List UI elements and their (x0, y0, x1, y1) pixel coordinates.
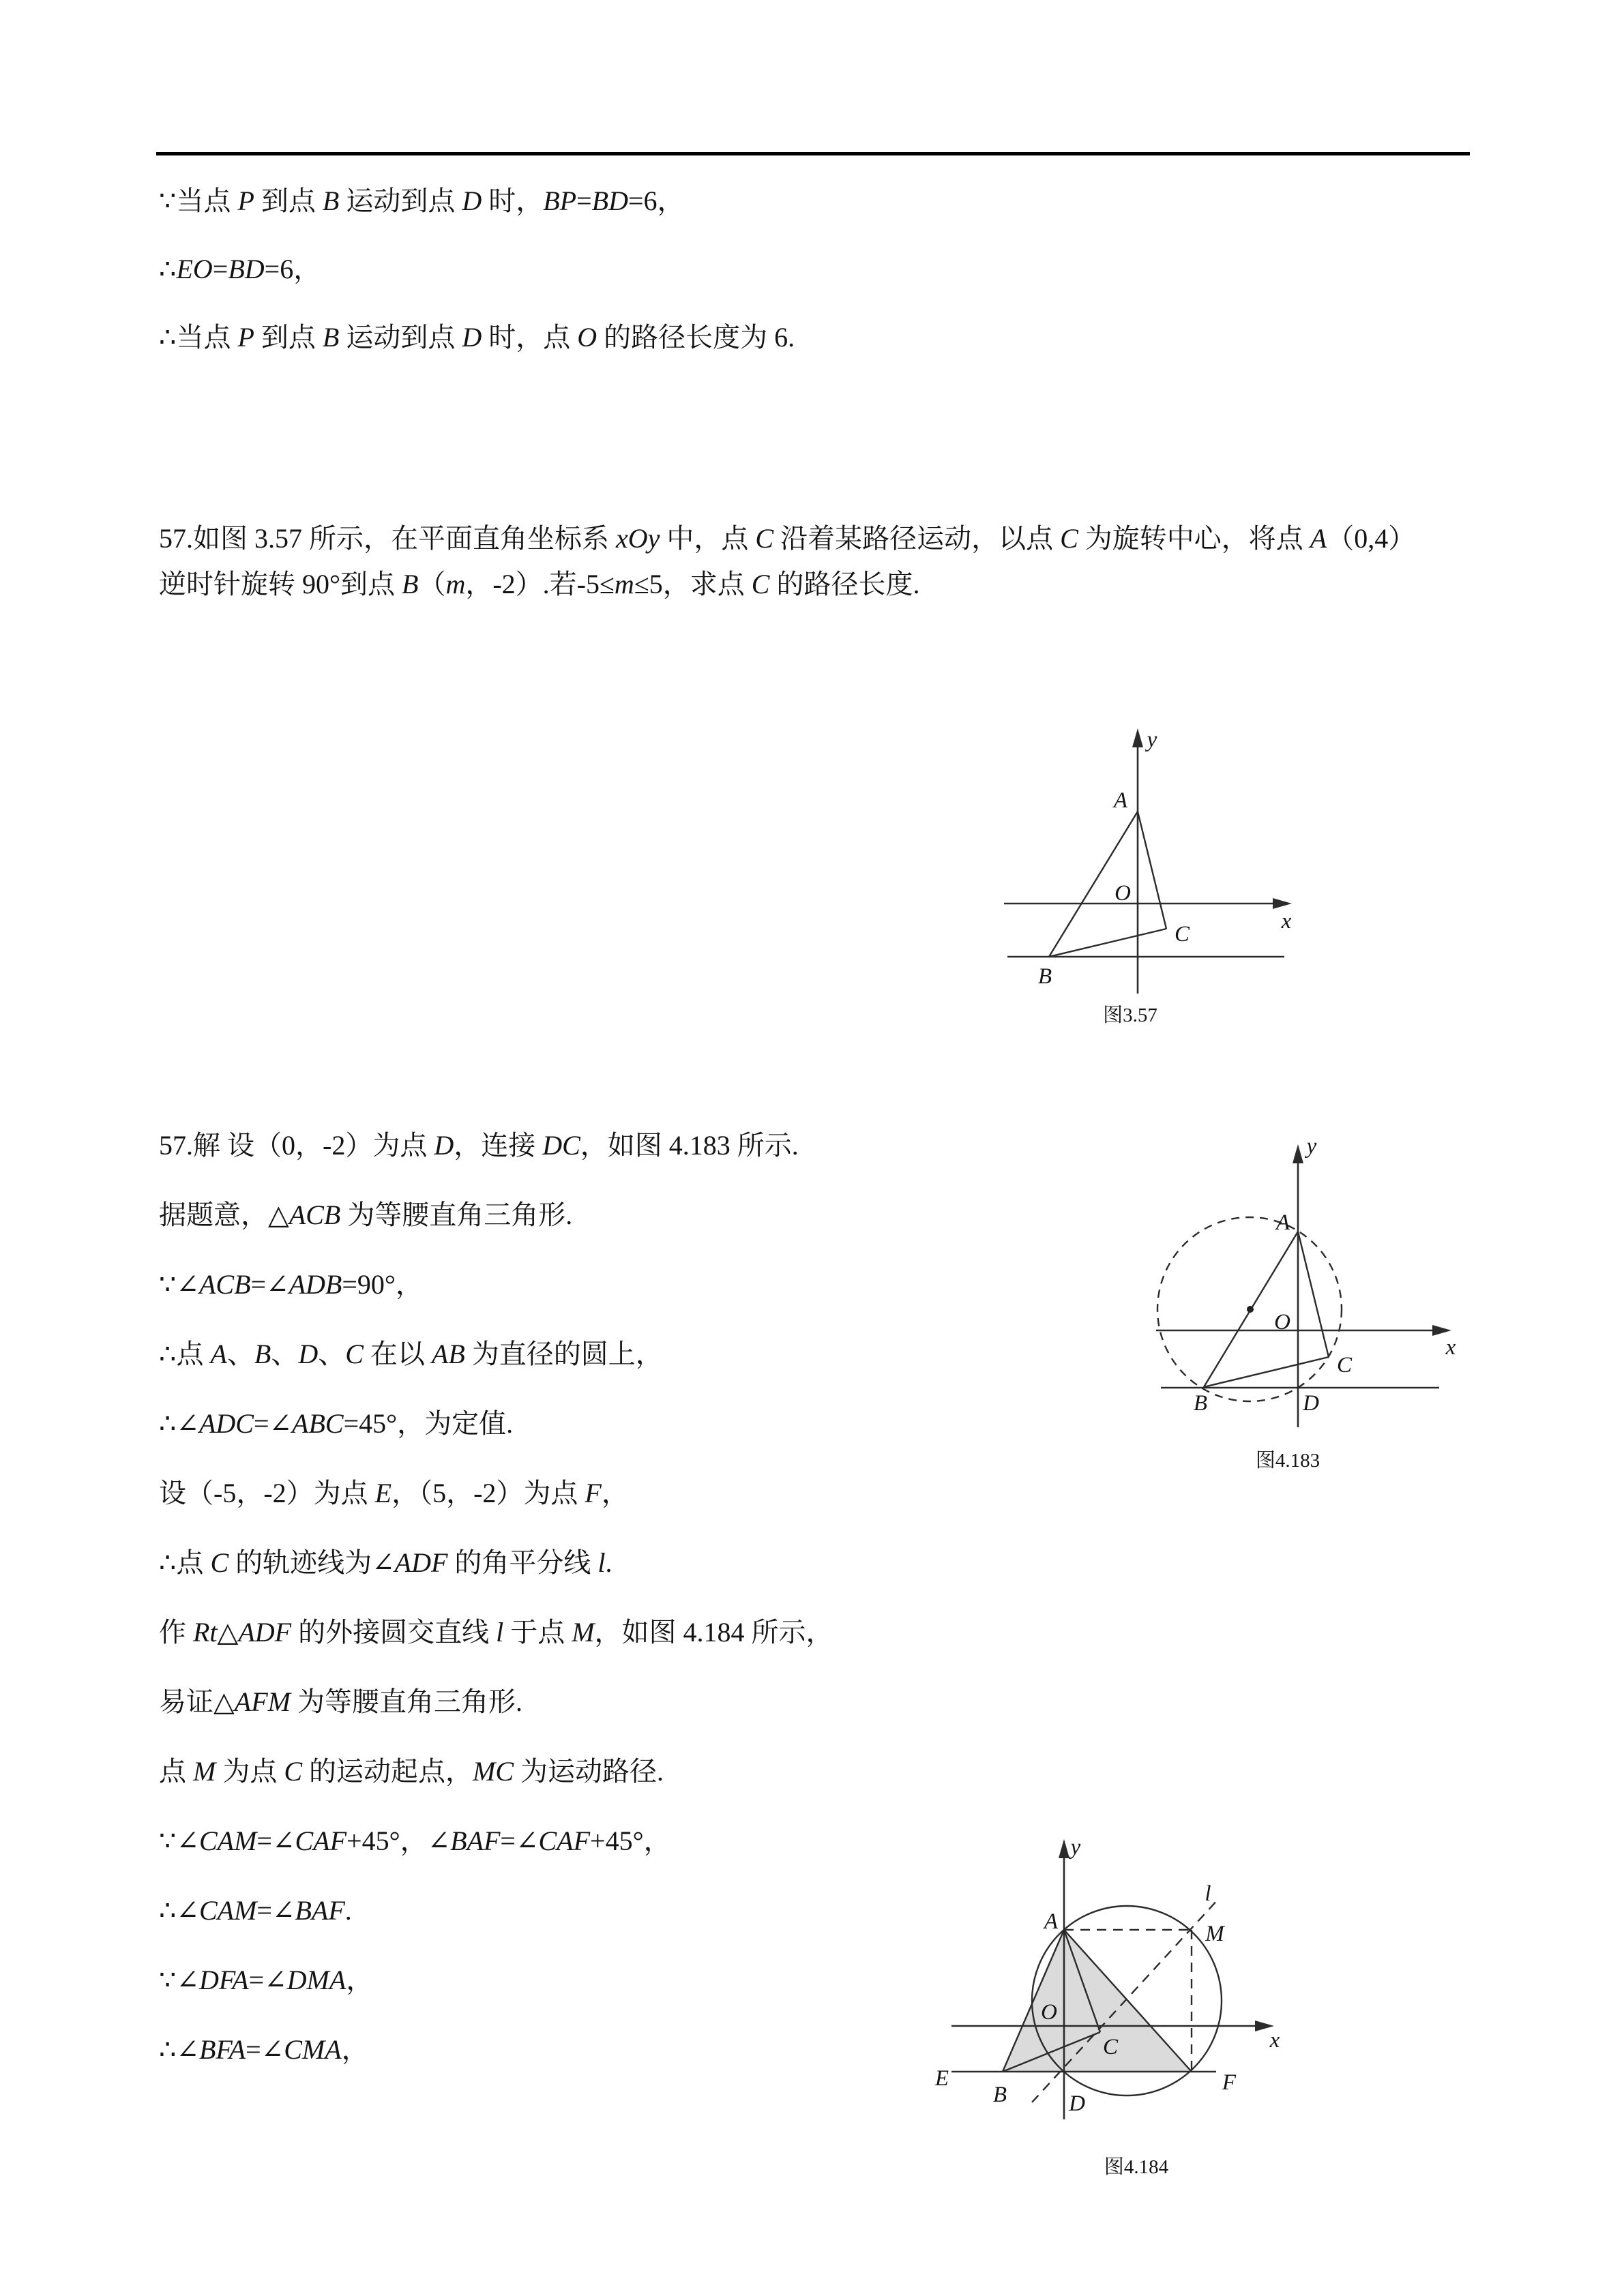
point-label-B: B (992, 2083, 1007, 2107)
x-axis-arrow-icon (1273, 898, 1292, 909)
segment-BC (1204, 1357, 1329, 1387)
text-line: 57.如图 3.57 所示，在平面直角坐标系 xOy 中，点 C 沿着某路径运动，以点 C 为旋转中心，将点 A（0,4） (159, 523, 1416, 554)
point-label-D: D (1303, 1391, 1319, 1416)
segment-AC (1298, 1232, 1329, 1357)
text-line: ∵当点 P 到点 B 运动到点 D 时，BP=BD=6， (159, 185, 685, 216)
text-line: 易证△AFM 为等腰直角三角形. (159, 1686, 522, 1717)
segment-AB (1204, 1232, 1298, 1387)
y-axis-label: y (1070, 1835, 1081, 1860)
point-label-M: M (1205, 1922, 1224, 1946)
y-axis-arrow-icon (1059, 1839, 1069, 1858)
x-axis-arrow-icon (1432, 1325, 1451, 1336)
point-label-E: E (934, 2066, 949, 2091)
y-axis-arrow-icon (1293, 1144, 1303, 1163)
segment-AC (1138, 811, 1166, 929)
text-line: 57.解 设（0，-2）为点 D，连接 DC，如图 4.183 所示. (159, 1130, 799, 1161)
y-axis-arrow-icon (1132, 728, 1143, 747)
x-axis-label: x (1445, 1335, 1456, 1360)
point-label-F: F (1222, 2070, 1237, 2095)
text-line: 设（-5，-2）为点 E，（5，-2）为点 F， (159, 1478, 629, 1508)
point-label-B: B (1193, 1391, 1208, 1416)
text-line: ∴∠BFA=∠CMA， (159, 2034, 369, 2065)
text-line: ∵∠ACB=∠ADB=90°， (159, 1269, 423, 1300)
top-divider-rule (156, 152, 1470, 155)
y-axis-label: y (1306, 1134, 1317, 1159)
x-axis-label: x (1269, 2028, 1280, 2053)
text-line: ∵∠CAM=∠CAF+45°，∠BAF=∠CAF+45°， (159, 1825, 671, 1856)
point-label-A: A (1113, 788, 1128, 813)
origin-label-O: O (1274, 1310, 1290, 1335)
segment-BC (1049, 929, 1166, 957)
text-line: ∵∠DFA=∠DMA， (159, 1965, 374, 1995)
x-axis-label: x (1281, 909, 1292, 934)
figure-caption: 图4.183 (1255, 1450, 1320, 1472)
point-label-C: C (1102, 2035, 1119, 2059)
problem-statement-block (159, 516, 1415, 607)
point-label-C: C (1336, 1353, 1353, 1377)
y-axis-label: y (1147, 728, 1157, 752)
line-l-label: l (1205, 1881, 1211, 1906)
text-line: ∴点 A、B、D、C 在以 AB 为直径的圆上， (159, 1339, 663, 1369)
text-line: ∴EO=BD=6， (159, 254, 321, 284)
origin-label-O: O (1114, 881, 1131, 906)
origin-label-O: O (1041, 2000, 1057, 2025)
point-label-D: D (1069, 2091, 1085, 2116)
figure-4-183-svg (1132, 1125, 1473, 1480)
text-line: 逆时针旋转 90°到点 B（m，-2）.若-5≤m≤5，求点 C 的路径长度. (159, 569, 920, 599)
point-label-A: A (1044, 1909, 1059, 1934)
figure-3-57-svg (975, 709, 1310, 1030)
figure-3-57 (975, 709, 1310, 1030)
point-label-B: B (1037, 964, 1052, 989)
text-line: 据题意，△ACB 为等腰直角三角形. (159, 1199, 573, 1230)
text-line: ∴当点 P 到点 B 运动到点 D 时，点 O 的路径长度为 6. (159, 322, 795, 353)
figure-caption: 图4.184 (1104, 2156, 1169, 2178)
figure-4-183 (1132, 1125, 1473, 1480)
text-line: 点 M 为点 C 的运动起点，MC 为运动路径. (159, 1756, 664, 1787)
text-line: ∴∠ADC=∠ABC=45°，为定值. (159, 1408, 514, 1439)
point-label-C: C (1174, 922, 1190, 946)
intro-proof-block (159, 167, 795, 372)
text-line: ∴∠CAM=∠BAF. (159, 1895, 352, 1926)
text-line: 作 Rt△ADF 的外接圆交直线 l 于点 M，如图 4.184 所示， (159, 1617, 833, 1648)
solution-block (159, 1111, 833, 2085)
text-line: ∴点 C 的轨迹线为∠ADF 的角平分线 l. (159, 1547, 612, 1578)
point-label-A: A (1275, 1210, 1290, 1235)
figure-4-184-svg (914, 1828, 1310, 2189)
figure-caption: 图3.57 (1103, 1004, 1157, 1026)
shaded-triangle-ABF (1003, 1930, 1192, 2072)
figure-4-184 (914, 1828, 1310, 2189)
